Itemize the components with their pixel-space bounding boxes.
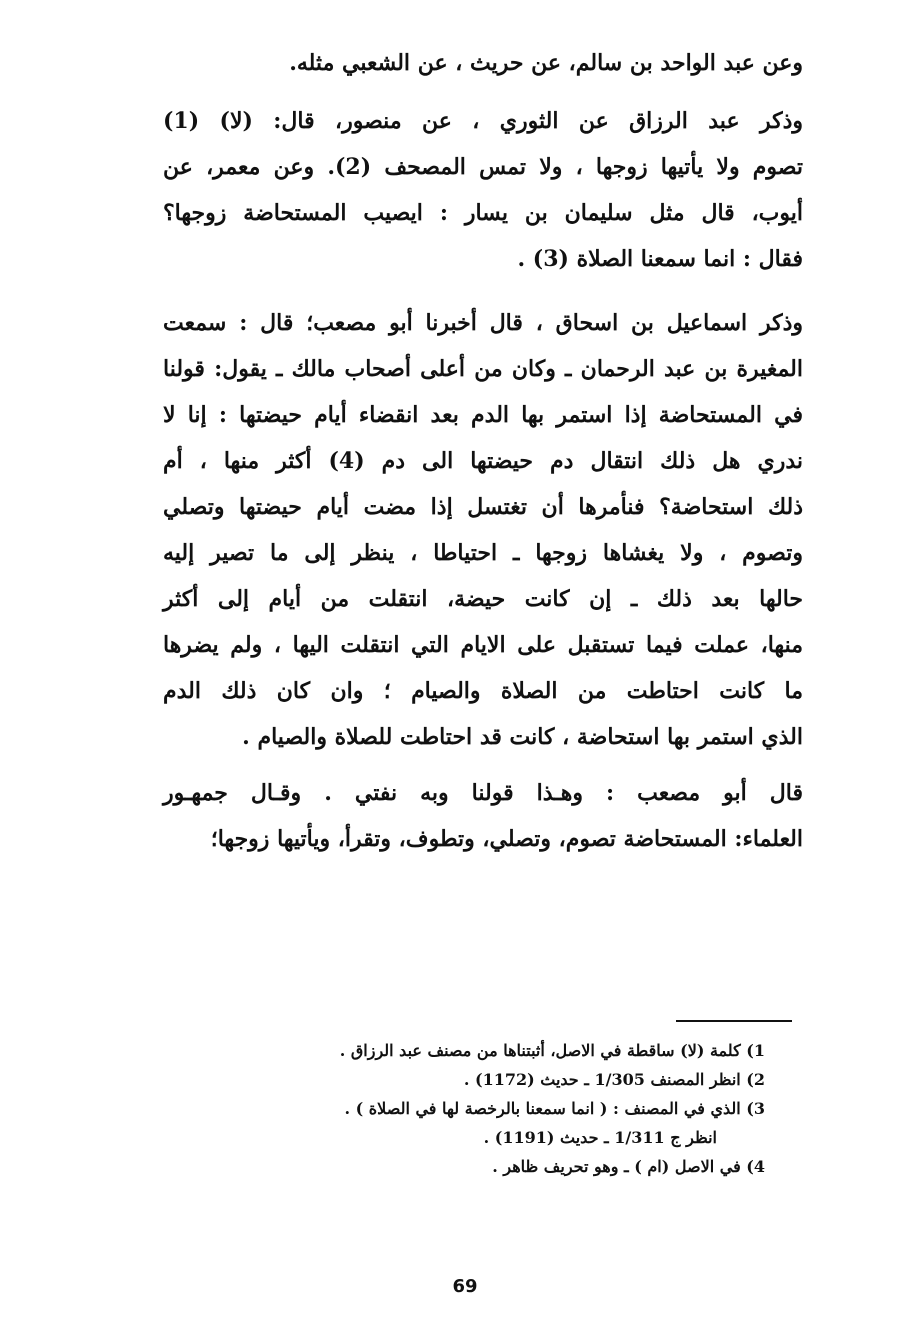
page-number: 69 [452, 1276, 478, 1297]
paragraph-4 [163, 770, 803, 862]
text-line: وذكر اسماعيل بن اسحاق ، قال أخبرنا أبو مصعب؛ قال : سمعت [163, 310, 803, 336]
text-line: فقال : انما سمعنا الصلاة (3) . [517, 246, 803, 272]
text-line: حالها بعد ذلك ـ إن كانت حيضة، انتقلت من أيام إلى أكثر [163, 586, 803, 612]
footnote-2: 2) انظر المصنف 1/305 ـ حديث (1172) . [463, 1070, 765, 1089]
text-line: تصوم ولا يأتيها زوجها ، ولا تمس المصحف (2). وعن معمر، عن [163, 154, 803, 180]
footnote-separator [676, 1020, 792, 1022]
footnote-3: 3) الذي في المصنف : ( انما سمعنا بالرخصة لها في الصلاة ) . [344, 1099, 765, 1118]
text-line: وعن عبد الواحد بن سالم، عن حريث ، عن الشعبي مثله. [289, 50, 803, 76]
paragraph-1 [163, 40, 803, 86]
footnote-1: 1) كلمة (لا) ساقطة في الاصل، أثبتناها من مصنف عبد الرزاق . [339, 1041, 765, 1060]
paragraph-3 [163, 300, 803, 760]
paragraph-2 [163, 98, 803, 282]
text-line: وذكر عبد الرزاق عن الثوري ، عن منصور، قال: (لا) (1) [163, 108, 803, 134]
text-line: قال أبو مصعب : وهـذا قولنا وبه نفتي . وقـال جمهـور [163, 780, 803, 806]
text-line: ذلك استحاضة؟ فنأمرها أن تغتسل إذا مضت أيام حيضتها وتصلي [163, 494, 803, 520]
footnote-4: 4) في الاصل (ام ) ـ وهو تحريف ظاهر . [492, 1157, 765, 1176]
footnote-3-continuation: انظر ج 1/311 ـ حديث (1191) . [483, 1128, 717, 1147]
text-line: العلماء: المستحاضة تصوم، وتصلي، وتطوف، وتقرأ، ويأتيها زوجها؛ [210, 826, 803, 852]
text-line: أيوب، قال مثل سليمان بن يسار : ايصيب المستحاضة زوجها؟ [163, 200, 803, 226]
text-line: ما كانت احتاطت من الصلاة والصيام ؛ وان كان ذلك الدم [163, 678, 803, 704]
text-line: وتصوم ، ولا يغشاها زوجها ـ احتياطا ، ينظر إلى ما تصير إليه [163, 540, 803, 566]
text-line: المغيرة بن عبد الرحمان ـ وكان من أعلى أصحاب مالك ـ يقول: قولنا [163, 356, 803, 382]
text-line: منها، عملت فيما تستقبل على الايام التي انتقلت اليها ، ولم يضرها [163, 632, 803, 658]
text-line: الذي استمر بها استحاضة ، كانت قد احتاطت للصلاة والصيام . [242, 724, 803, 750]
text-line: في المستحاضة إذا استمر بها الدم بعد انقضاء أيام حيضتها : إنا لا [163, 402, 803, 428]
footnotes [155, 1036, 765, 1181]
text-line: ندري هل ذلك انتقال دم حيضتها الى دم (4) أكثر منها ، أم [163, 448, 803, 474]
